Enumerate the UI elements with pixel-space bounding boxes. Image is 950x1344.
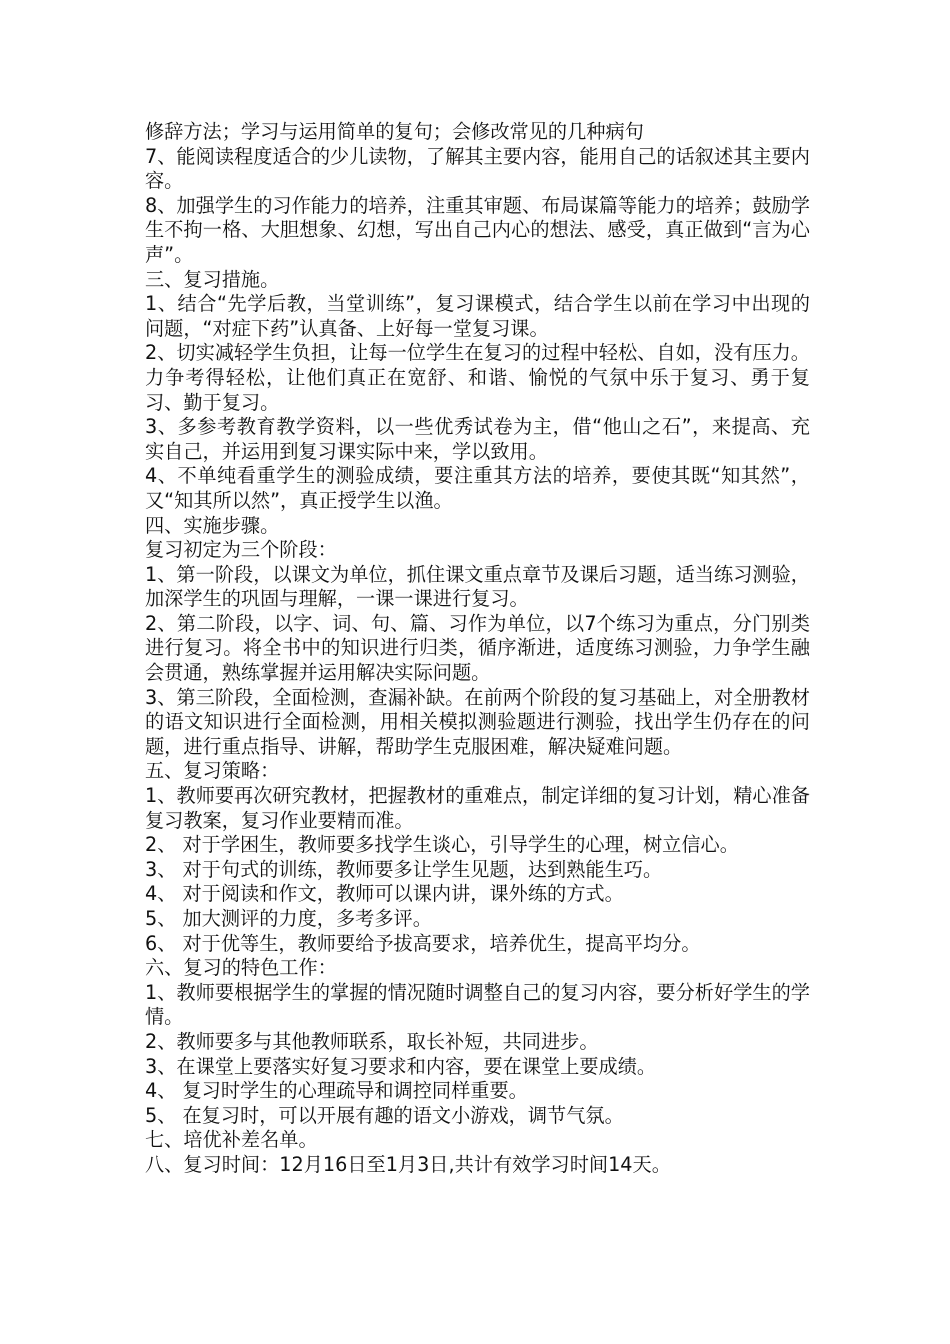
document-body xyxy=(145,120,810,1178)
paragraph-item-8: 8、加强学生的习作能力的培养，注重其审题、布局谋篇等能力的培养；鼓励学生不拘一格、大胆想象、幻想，写出自己内心的想法、感受，真正做到“言为心声”。 xyxy=(145,193,810,266)
section-heading-7: 七、培优补差名单。 xyxy=(145,1128,318,1152)
feature-item-3: 3、在课堂上要落实好复习要求和内容，要在课堂上要成绩。 xyxy=(145,1054,657,1078)
feature-item-5: 5、 在复习时，可以开展有趣的语文小游戏，调节气氛。 xyxy=(145,1103,624,1127)
section-heading-4: 四、实施步骤。 xyxy=(145,513,280,537)
stage-item-2: 2、第二阶段，以字、词、句、篇、习作为单位，以7个练习为重点，分门别类进行复习。将全书中的知识进行归类，循序渐进，适度练习测验，力争学生融会贯通，熟练掌握并运用解决实际问题。 xyxy=(145,611,810,685)
strategy-item-3: 3、 对于句式的训练，教师要多让学生见题，达到熟能生巧。 xyxy=(145,857,663,881)
measure-item-1: 1、结合“先学后教，当堂训练”，复习课模式，结合学生以前在学习中出现的问题，“对症下药”认真备、上好每一堂复习课。 xyxy=(145,292,810,340)
feature-item-4: 4、 复习时学生的心理疏导和调控同样重要。 xyxy=(145,1079,528,1103)
strategy-item-2: 2、 对于学困生，教师要多找学生谈心，引导学生的心理，树立信心。 xyxy=(145,833,739,857)
stage-item-3: 3、第三阶段，全面检测，查漏补缺。在前两个阶段的复习基础上，对全册教材的语文知识进行全面检测，用相关模拟测验题进行测验，找出学生仍存在的问题，进行重点指导、讲解，帮助学生克服困难，解决疑难问题。 xyxy=(145,685,810,758)
feature-item-2: 2、教师要多与其他教师联系，取长补短，共同进步。 xyxy=(145,1029,599,1053)
paragraph-rhetoric: 修辞方法；学习与运用简单的复句；会修改常见的几种病句 xyxy=(145,120,644,143)
measure-item-4: 4、不单纯看重学生的测验成绩，要注重其方法的培养，要使其既“知其然”，又“知其所以然”，真正授学生以渔。 xyxy=(145,464,810,512)
stages-intro: 复习初定为三个阶段： xyxy=(145,538,337,562)
measure-item-3: 3、多参考教育教学资料，以一些优秀试卷为主，借“他山之石”，来提高、充实自己，并运用到复习课实际中来，学以致用。 xyxy=(145,415,810,463)
strategy-item-4: 4、 对于阅读和作文，教师可以课内讲，课外练的方式。 xyxy=(145,882,624,906)
strategy-item-5: 5、 加大测评的力度，多考多评。 xyxy=(145,907,432,930)
strategy-item-1: 1、教师要再次研究教材，把握教材的重难点，制定详细的复习计划，精心准备复习教案，复习作业要精而准。 xyxy=(145,784,810,832)
measure-item-2: 2、切实减轻学生负担，让每一位学生在复习的过程中轻松、自如，没有压力。力争考得轻松，让他们真正在宽舒、和谐、愉悦的气氛中乐于复习、勇于复习、勤于复习。 xyxy=(145,341,810,414)
section-heading-3: 三、复习措施。 xyxy=(145,267,280,291)
paragraph-item-7: 7、能阅读程度适合的少儿读物，了解其主要内容，能用自己的话叙述其主要内容。 xyxy=(145,144,810,193)
section-heading-8: 八、复习时间：12月16日至1月3日,共计有效学习时间14天。 xyxy=(145,1152,671,1176)
section-heading-6: 六、复习的特色工作： xyxy=(145,956,337,980)
stage-item-1: 1、第一阶段，以课文为单位，抓住课文重点章节及课后习题，适当练习测验，加深学生的巩固与理解，一课一课进行复习。 xyxy=(145,562,810,611)
strategy-item-6: 6、 对于优等生，教师要给予拔高要求，培养优生，提高平均分。 xyxy=(145,931,701,955)
feature-item-1: 1、教师要根据学生的掌握的情况随时调整自己的复习内容，要分析好学生的学情。 xyxy=(145,980,810,1029)
section-heading-5: 五、复习策略： xyxy=(145,759,280,783)
